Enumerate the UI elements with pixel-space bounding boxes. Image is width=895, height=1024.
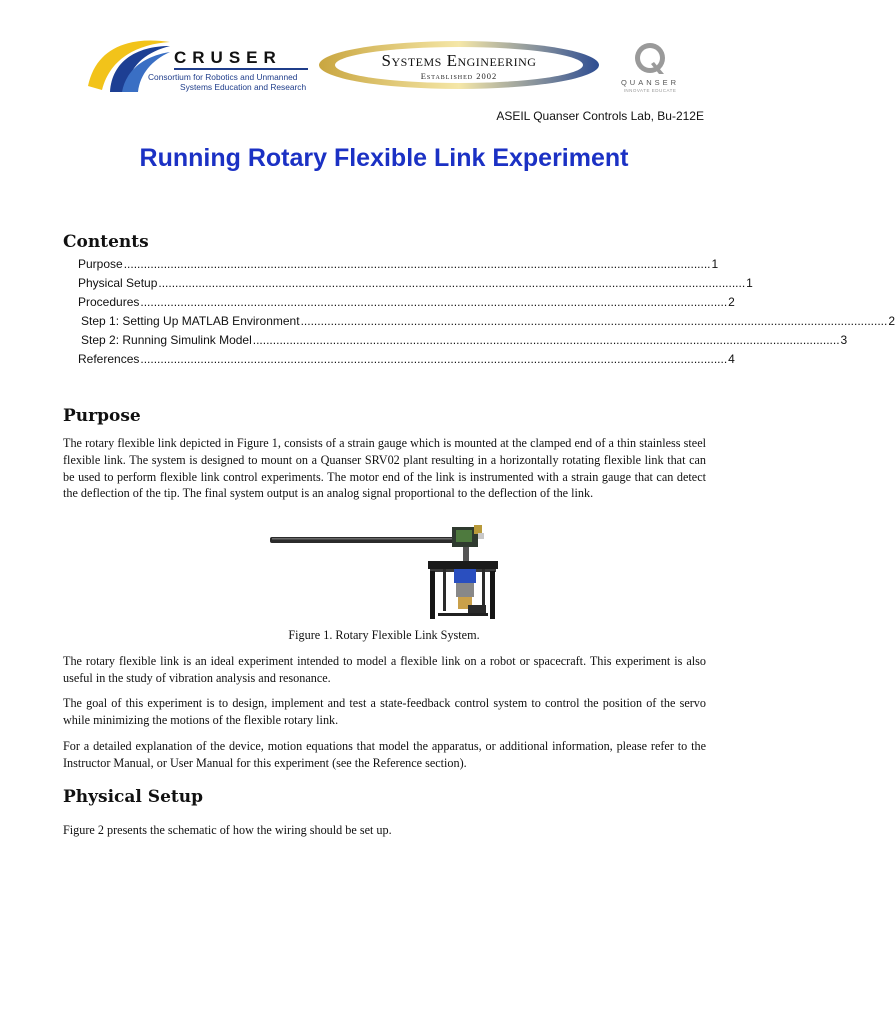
toc-item-step-1[interactable] [78, 314, 895, 333]
cruser-logo [82, 34, 312, 98]
toc-item-step-2[interactable] [78, 333, 848, 352]
physical-setup-paragraph-1: Figure 2 presents the schematic of how the wiring should be set up. [63, 823, 392, 837]
table-of-contents [78, 257, 895, 371]
toc-item-references[interactable] [78, 352, 735, 371]
cruser-swoosh-icon [82, 34, 172, 98]
page-title: Running Rotary Flexible Link Experiment [139, 144, 629, 172]
cruser-subtitle-2: Systems Education and Research [180, 82, 307, 92]
toc-item-label: Step 1: Setting Up MATLAB Environment [81, 314, 300, 328]
toc-item-label: Physical Setup [78, 276, 158, 290]
toc-leader: ................................................................................................................................................................................ [252, 333, 840, 347]
contents-heading: Contents [63, 232, 149, 252]
purpose-heading: Purpose [63, 406, 141, 426]
toc-item-physical-setup[interactable] [78, 276, 753, 295]
quanser-logo [612, 38, 688, 98]
quanser-name: QUANSER [620, 78, 680, 87]
figure-rotary-flexible-link [268, 521, 500, 621]
systems-engineering-title: Systems Engineering [381, 51, 537, 70]
quanser-q-icon [612, 38, 688, 78]
purpose-paragraph-1: The rotary flexible link depicted in Figure 1, consists of a strain gauge which is mounted at the clamped end of a thin stainless steel flexible link. The system is designed to mount on a Quanser SRV02 plant resulting in a horizontally rotating flexible link that can be used to perform flexible link control experiments. The motor end of the link is instrumented with a strain gauge that can detect the deflection of the tip. The final system output is an analog signal proportional to the deflection of the link. [63, 436, 706, 501]
lab-location: ASEIL Quanser Controls Lab, Bu-212E [496, 109, 704, 123]
toc-leader: ................................................................................................................................................................................ [140, 295, 728, 309]
toc-item-label: References [78, 352, 140, 366]
toc-leader: ................................................................................................................................................................................ [123, 257, 711, 271]
toc-item-procedures[interactable] [78, 295, 735, 314]
cruser-subtitle-1: Consortium for Robotics and Unmanned [148, 72, 298, 82]
toc-page-number: 2 [728, 295, 735, 309]
toc-page-number: 4 [728, 352, 735, 366]
toc-item-label: Step 2: Running Simulink Model [81, 333, 252, 347]
purpose-paragraph-4: For a detailed explanation of the device, motion equations that model the apparatus, or additional information, please refer to the Instructor Manual, or User Manual for this experiment (see the Reference section). [63, 739, 706, 770]
toc-page-number: 2 [888, 314, 895, 328]
toc-item-label: Procedures [78, 295, 140, 309]
cruser-name: CRUSER [174, 48, 282, 67]
physical-setup-heading: Physical Setup [63, 787, 203, 807]
purpose-paragraph-2: The rotary flexible link is an ideal experiment intended to model a flexible link on a robot or spacecraft. This experiment is also useful in the study of vibration analysis and resonance. [63, 654, 706, 685]
toc-leader: ................................................................................................................................................................................ [300, 314, 888, 328]
toc-item-label: Purpose [78, 257, 123, 271]
systems-engineering-logo [318, 40, 600, 90]
figure-1-caption: Figure 1. Rotary Flexible Link System. [288, 628, 480, 642]
toc-leader: ................................................................................................................................................................................ [158, 276, 746, 290]
quanser-tagline: INNOVATE EDUCATE [623, 88, 677, 93]
cruser-rule [174, 68, 308, 70]
toc-page-number: 1 [746, 276, 753, 290]
systems-engineering-subtitle: Established 2002 [420, 71, 498, 81]
toc-page-number: 3 [840, 333, 848, 347]
rotary-flexible-link-image [268, 521, 500, 621]
toc-leader: ................................................................................................................................................................................ [140, 352, 728, 366]
toc-item-purpose[interactable] [78, 257, 719, 276]
purpose-paragraph-3: The goal of this experiment is to design, implement and test a state-feedback control system to control the position of the servo while minimizing the motions of the flexible rotary link. [63, 696, 706, 727]
toc-page-number: 1 [711, 257, 719, 271]
